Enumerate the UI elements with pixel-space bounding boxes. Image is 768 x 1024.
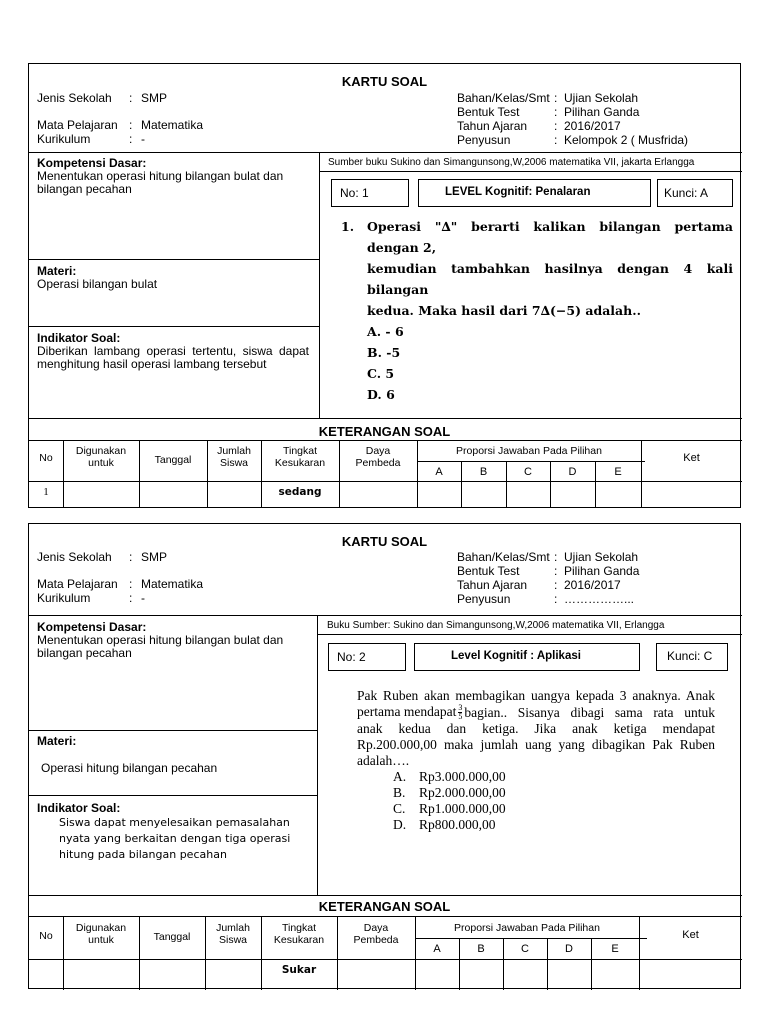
th-tanggal: Tanggal [153, 931, 191, 943]
meta-label: Mata Pelajaran [37, 118, 118, 132]
meta-tahun-ajaran [457, 119, 688, 133]
th-digunakan: Digunakan untuk [75, 445, 127, 469]
meta-bentuk-test [457, 564, 639, 578]
th-tingkat: Tingkat Kesukaran [273, 922, 325, 946]
option-text: Rp800.000,00 [419, 817, 496, 833]
meta-value: Ujian Sekolah [564, 550, 639, 564]
level-box: Level Kognitif : Aplikasi [414, 643, 640, 671]
meta-label: Bentuk Test [457, 105, 520, 119]
meta-bahan-kelas [457, 91, 688, 105]
th-choice-a: A [435, 466, 443, 478]
indikator-soal [37, 331, 309, 371]
meta-left [37, 550, 203, 605]
th-choice-c: C [521, 943, 529, 955]
kompetensi-label: Kompetensi Dasar: [37, 620, 147, 634]
divider [29, 259, 319, 260]
question-text-2 [357, 704, 715, 721]
th-tingkat: Tingkat Kesukaran [274, 445, 326, 469]
option-text: Rp2.000.000,00 [419, 785, 506, 801]
meta-value: 2016/2017 [564, 578, 621, 592]
meta-kurikulum [37, 132, 203, 146]
question-text-4: Rp.200.000,00 maka jumlah uang yang dibagikan Pak Ruben [357, 737, 715, 753]
divider [29, 326, 319, 327]
option-d: D. 6 [367, 387, 395, 402]
meta-sep: : [129, 118, 133, 132]
meta-sep: : [554, 578, 558, 592]
divider [29, 615, 742, 616]
option-c [357, 801, 715, 817]
meta-value: SMP [141, 91, 168, 105]
divider [319, 171, 742, 172]
sumber-buku: Buku Sumber: Sukino dan Simangunsong,W,2006 matematika VII, Erlangga [327, 620, 665, 631]
divider [319, 152, 320, 418]
th-digunakan: Digunakan untuk [75, 922, 127, 946]
fraction-numerator: 3 [458, 703, 463, 713]
meta-value: 2016/2017 [564, 119, 621, 133]
th-choice-e: E [614, 466, 622, 478]
th-daya: Daya Pembeda [355, 445, 401, 469]
row-tingkat: Sukar [281, 964, 317, 976]
meta-sep: : [129, 91, 133, 105]
meta-value: Kelompok 2 ( Musfrida) [564, 133, 689, 147]
question-text-1: Pak Ruben akan membagikan uangya kepada 3 anaknya. Anak [357, 688, 715, 703]
question-2 [357, 688, 715, 833]
indikator-label: Indikator Soal: [37, 331, 121, 345]
meta-label: Jenis Sekolah [37, 550, 112, 564]
th-jumlah: Jumlah Siswa [216, 922, 250, 946]
level-box: LEVEL Kognitif: Penalaran [418, 179, 651, 207]
meta-label: Bahan/Kelas/Smt [457, 91, 550, 105]
indikator-label: Indikator Soal: [37, 801, 121, 815]
sumber-buku: Sumber buku Sukino dan Simangunsong,W,2006 matematika VII, jakarta Erlangga [328, 157, 695, 168]
kartu-soal-card-1 [28, 63, 741, 508]
meta-label: Bentuk Test [457, 564, 520, 578]
option-d [357, 817, 715, 833]
meta-label: Penyusun [457, 133, 511, 147]
divider [139, 916, 140, 990]
materi [37, 734, 309, 775]
option-b: B. -5 [367, 345, 401, 360]
meta-value: Matematika [141, 577, 204, 591]
divider [337, 916, 338, 990]
divider [63, 440, 64, 508]
meta-sep: : [554, 105, 558, 119]
meta-bentuk-test [457, 105, 688, 119]
divider [417, 461, 645, 462]
meta-jenis-sekolah [37, 550, 203, 564]
keterangan-title: KETERANGAN SOAL [318, 899, 451, 914]
option-text: Rp1.000.000,00 [419, 801, 506, 817]
divider [139, 440, 140, 508]
meta-penyusun [457, 133, 688, 147]
th-choice-e: E [611, 943, 619, 955]
meta-label: Jenis Sekolah [37, 91, 112, 105]
question-line [341, 216, 733, 258]
option-letter: B. [393, 785, 406, 801]
divider [639, 916, 640, 990]
question-text-1: Operasi "∆" berarti kalikan bilangan pertama dengan 2, [367, 219, 733, 255]
th-tanggal: Tanggal [154, 454, 192, 466]
option-c: C. 5 [367, 366, 395, 381]
kompetensi-dasar [37, 620, 309, 660]
meta-jenis-sekolah [37, 91, 203, 105]
meta-sep: : [554, 133, 558, 147]
meta-sep: : [554, 564, 558, 578]
materi-text: Operasi bilangan bulat [37, 277, 158, 291]
divider [29, 795, 317, 796]
question-fragment: pertama mendapat [357, 704, 457, 719]
meta-sep: : [129, 550, 133, 564]
no-box: No: 2 [328, 643, 406, 671]
kompetensi-text: Menentukan operasi hitung bilangan bulat dan bilangan pecahan [37, 169, 284, 196]
meta-tahun-ajaran [457, 578, 639, 592]
question-text-5: adalah…. [357, 753, 410, 769]
keterangan-title: KETERANGAN SOAL [318, 424, 451, 439]
kunci-box: Kunci: C [656, 643, 728, 671]
option-letter: C. [393, 801, 406, 817]
meta-right [457, 91, 688, 147]
th-jumlah: Jumlah Siswa [217, 445, 251, 469]
meta-label: Kurikulum [37, 591, 91, 605]
option-letter: D. [393, 817, 407, 833]
kompetensi-text: Menentukan operasi hitung bilangan bulat dan bilangan pecahan [37, 633, 284, 660]
fraction-denominator: 5 [458, 712, 463, 722]
divider [29, 959, 742, 960]
meta-label: Bahan/Kelas/Smt [457, 550, 550, 564]
th-proporsi: Proporsi Jawaban Pada Pilihan [454, 922, 600, 934]
option-b [357, 785, 715, 801]
th-ket: Ket [683, 452, 700, 464]
divider [29, 916, 742, 917]
th-choice-a: A [433, 943, 441, 955]
indikator-text: Siswa dapat menyelesaikan pemasalahan nyata yang berkaitan dengan tiga operasi hitung pada bilangan pecahan [59, 816, 291, 861]
question-text-2b: bagian.. Sisanya dibagi sama rata untuk [464, 704, 715, 720]
materi-label: Materi: [37, 734, 77, 748]
divider [415, 938, 647, 939]
meta-sep: : [129, 577, 133, 591]
kunci-box: Kunci: A [657, 179, 733, 207]
divider [261, 916, 262, 990]
divider [29, 895, 742, 896]
divider [339, 440, 340, 508]
meta-left [37, 91, 203, 146]
meta-sep: : [554, 91, 558, 105]
card-title: KARTU SOAL [341, 74, 428, 89]
row-no: 1 [43, 486, 49, 498]
th-proporsi: Proporsi Jawaban Pada Pilihan [456, 445, 602, 457]
question-number: 1. [341, 219, 355, 234]
meta-sep: : [554, 550, 558, 564]
meta-value: Pilihan Ganda [564, 105, 640, 119]
divider [641, 440, 642, 508]
meta-mata-pelajaran [37, 577, 203, 591]
meta-label: Tahun Ajaran [457, 578, 528, 592]
meta-sep: : [554, 119, 558, 133]
divider [63, 916, 64, 990]
question-text-3: anak kedua dan ketiga. Jika anak ketiga mendapat [357, 721, 715, 737]
question-text-2: kemudian tambahkan hasilnya dengan 4 kali bilangan [367, 261, 733, 297]
divider [29, 418, 742, 419]
meta-label: Tahun Ajaran [457, 119, 528, 133]
indikator-text: Diberikan lambang operasi tertentu, siswa dapat menghitung hasil operasi lambang tersebut [37, 344, 309, 371]
question-text-2a [357, 704, 464, 721]
row-tingkat: sedang [278, 486, 322, 498]
meta-value: - [141, 132, 145, 146]
kompetensi-label: Kompetensi Dasar: [37, 156, 147, 170]
divider [29, 440, 742, 441]
materi-text: Operasi hitung bilangan pecahan [41, 761, 218, 775]
meta-label: Penyusun [457, 592, 511, 606]
th-choice-b: B [477, 943, 485, 955]
meta-penyusun [457, 592, 639, 606]
question-text-3: kedua. Maka hasil dari 7∆(−5) adalah.. [367, 303, 641, 318]
option-text: Rp3.000.000,00 [419, 769, 506, 785]
th-choice-d: D [565, 943, 573, 955]
th-choice-c: C [524, 466, 532, 478]
meta-sep: : [554, 592, 558, 606]
meta-value: Ujian Sekolah [564, 91, 639, 105]
meta-right [457, 550, 639, 606]
meta-value: ……………... [564, 592, 635, 606]
th-no: No [39, 452, 53, 464]
meta-value: SMP [141, 550, 168, 564]
option-letter: A. [393, 769, 407, 785]
divider [207, 440, 208, 508]
divider [317, 615, 318, 895]
question-1 [341, 216, 733, 405]
materi [37, 264, 309, 291]
indikator-soal [37, 801, 309, 863]
divider [317, 634, 742, 635]
meta-label: Mata Pelajaran [37, 577, 118, 591]
th-choice-b: B [479, 466, 488, 478]
fraction [458, 704, 462, 721]
meta-mata-pelajaran [37, 118, 203, 132]
th-no: No [39, 930, 53, 942]
meta-value: Pilihan Ganda [564, 564, 640, 578]
divider [29, 730, 317, 731]
divider [205, 916, 206, 990]
th-ket: Ket [682, 929, 699, 941]
meta-label: Kurikulum [37, 132, 91, 146]
meta-sep: : [129, 591, 133, 605]
meta-sep: : [129, 132, 133, 146]
no-box: No: 1 [331, 179, 409, 207]
kompetensi-dasar [37, 156, 309, 196]
kartu-soal-card-2 [28, 523, 741, 989]
option-a: A. - 6 [367, 324, 404, 339]
meta-kurikulum [37, 591, 203, 605]
divider [29, 152, 742, 153]
th-choice-d: D [568, 466, 577, 478]
meta-bahan-kelas [457, 550, 639, 564]
meta-value: - [141, 591, 145, 605]
meta-value: Matematika [141, 118, 204, 132]
th-daya: Daya Pembeda [353, 922, 399, 946]
option-a [357, 769, 715, 785]
materi-label: Materi: [37, 264, 77, 278]
card-title: KARTU SOAL [341, 534, 428, 549]
divider [29, 481, 742, 482]
